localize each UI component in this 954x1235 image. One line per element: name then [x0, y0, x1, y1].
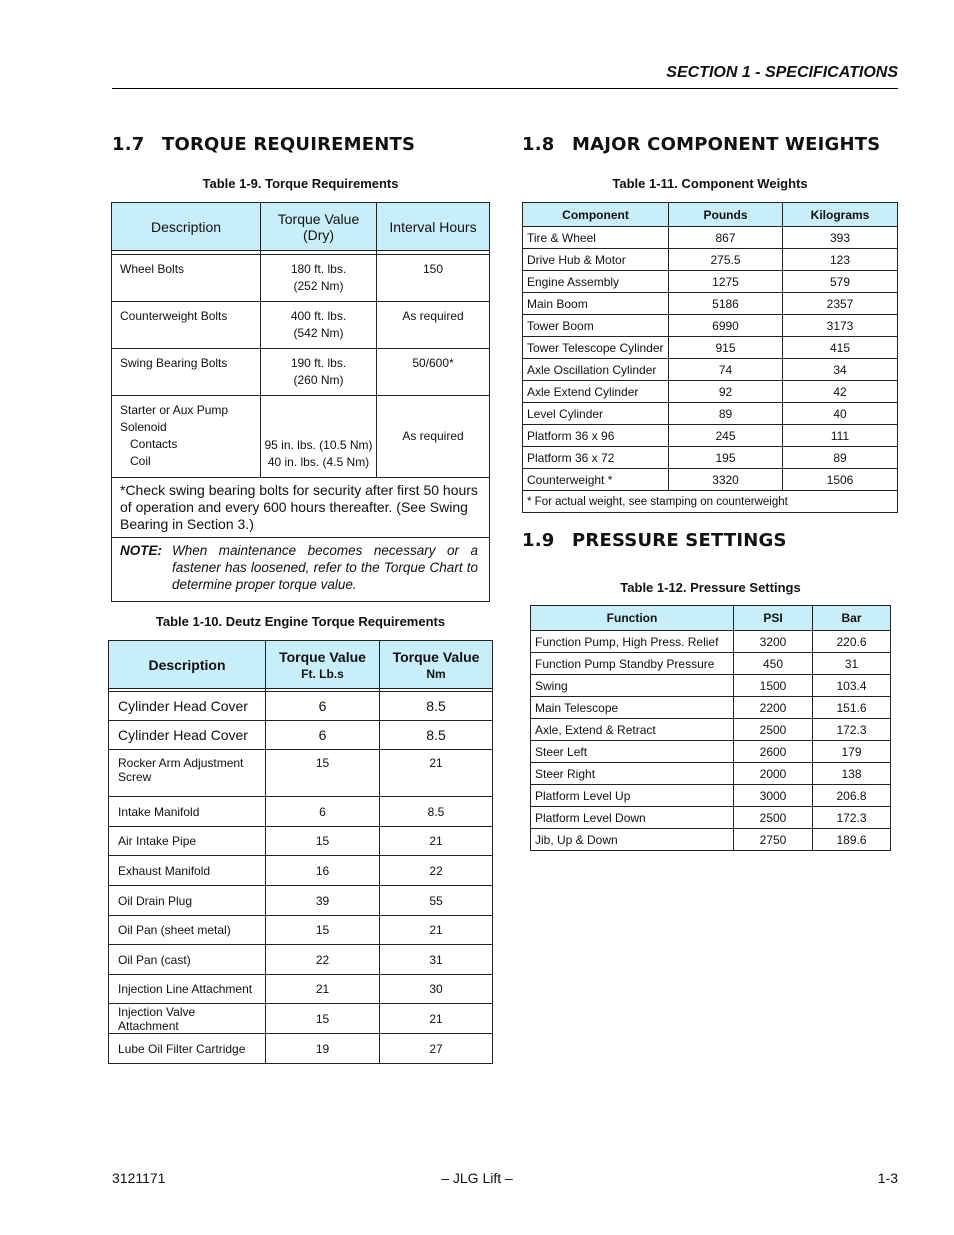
table-cell: 6	[266, 721, 380, 750]
cell-torque: 190 ft. lbs. (260 Nm)	[261, 349, 377, 396]
table-cell: Injection Line Attachment	[109, 975, 266, 1004]
table-cell: Platform Level Up	[531, 785, 734, 807]
table-cell: 103.4	[813, 675, 891, 697]
section-number: 1.8	[522, 134, 555, 155]
table-row	[112, 255, 490, 302]
table-cell: Oil Drain Plug	[109, 886, 266, 916]
table-cell: Cylinder Head Cover	[109, 692, 266, 721]
table-row	[109, 1034, 493, 1064]
table-cell: 74	[669, 359, 783, 381]
table-cell: Injection Valve Attachment	[109, 1004, 266, 1034]
table-cell: 16	[266, 856, 380, 886]
table-cell: 40	[783, 403, 898, 425]
column-header: Torque Value Nm	[380, 641, 493, 689]
table-cell: Steer Left	[531, 741, 734, 763]
table-cell: Tower Boom	[523, 315, 669, 337]
table-cell: 8.5	[380, 692, 493, 721]
table-cell: Platform 36 x 96	[523, 425, 669, 447]
table-row	[109, 1004, 493, 1034]
column-header: Description	[112, 203, 261, 251]
table-row	[112, 396, 490, 478]
table-cell: 92	[669, 381, 783, 403]
table-cell: Main Telescope	[531, 697, 734, 719]
table-row	[523, 447, 898, 469]
table-cell: 1506	[783, 469, 898, 491]
table-cell: Tire & Wheel	[523, 227, 669, 249]
table-1-9-caption: Table 1-9. Torque Requirements	[202, 176, 399, 191]
table-cell: 179	[813, 741, 891, 763]
table-cell: Swing	[531, 675, 734, 697]
column-header: Torque Value (Dry)	[261, 203, 377, 251]
section-number: 1.9	[522, 530, 555, 551]
table-cell: 21	[380, 827, 493, 856]
table-row	[523, 381, 898, 403]
table-cell: Axle, Extend & Retract	[531, 719, 734, 741]
table-cell: 111	[783, 425, 898, 447]
table-cell: 55	[380, 886, 493, 916]
table-cell: Jib, Up & Down	[531, 829, 734, 851]
note-box	[112, 538, 490, 602]
table-row	[109, 750, 493, 797]
table-cell: 138	[813, 763, 891, 785]
table-cell: Exhaust Manifold	[109, 856, 266, 886]
table-cell: Rocker Arm Adjustment Screw	[109, 750, 266, 797]
table-cell: 2357	[783, 293, 898, 315]
table-cell: 15	[266, 827, 380, 856]
cell-torque: 180 ft. lbs. (252 Nm)	[261, 255, 377, 302]
table-row	[112, 302, 490, 349]
table-row	[523, 271, 898, 293]
footer-page-number: 1-3	[877, 1170, 898, 1186]
table-row	[109, 856, 493, 886]
table-cell: 6	[266, 797, 380, 827]
table-cell: Counterweight *	[523, 469, 669, 491]
table-row	[523, 337, 898, 359]
table-cell: 3173	[783, 315, 898, 337]
table-row	[531, 675, 891, 697]
table-cell: Axle Extend Cylinder	[523, 381, 669, 403]
cell-torque: 400 ft. lbs. (542 Nm)	[261, 302, 377, 349]
table-cell: 275.5	[669, 249, 783, 271]
section-header: SECTION 1 - SPECIFICATIONS	[666, 64, 898, 81]
table-row	[112, 349, 490, 396]
table-row	[531, 829, 891, 851]
table-cell: Level Cylinder	[523, 403, 669, 425]
column-header: Component	[523, 203, 669, 227]
table-row	[523, 249, 898, 271]
table-cell: Axle Oscillation Cylinder	[523, 359, 669, 381]
section-title-1-9	[522, 530, 787, 551]
table-cell: 34	[783, 359, 898, 381]
table-cell: 393	[783, 227, 898, 249]
pressure-settings-table	[530, 605, 891, 851]
table-cell: Oil Pan (cast)	[109, 945, 266, 975]
table-cell: 89	[783, 447, 898, 469]
table-cell: Engine Assembly	[523, 271, 669, 293]
table-cell: 3200	[734, 631, 813, 653]
table-cell: 42	[783, 381, 898, 403]
table-cell: 450	[734, 653, 813, 675]
table-cell: Platform 36 x 72	[523, 447, 669, 469]
table-cell: 2500	[734, 719, 813, 741]
table-1-12-caption: Table 1-12. Pressure Settings	[620, 580, 801, 595]
table-cell: 39	[266, 886, 380, 916]
table-cell: 6990	[669, 315, 783, 337]
table-cell: 123	[783, 249, 898, 271]
cell-description: Swing Bearing Bolts	[112, 349, 261, 396]
table-row	[531, 763, 891, 785]
table-cell: 15	[266, 1004, 380, 1034]
table-cell: Drive Hub & Motor	[523, 249, 669, 271]
table-row	[523, 469, 898, 491]
table-row	[523, 315, 898, 337]
table-row	[109, 975, 493, 1004]
section-number: 1.7	[112, 134, 145, 155]
table-cell: 21	[380, 1004, 493, 1034]
table-row	[109, 827, 493, 856]
header-rule	[112, 88, 898, 89]
table-cell: 19	[266, 1034, 380, 1064]
cell-interval: As required	[377, 302, 490, 349]
column-header: PSI	[734, 606, 813, 631]
table-cell: Air Intake Pipe	[109, 827, 266, 856]
column-header: Bar	[813, 606, 891, 631]
table-cell: 30	[380, 975, 493, 1004]
table-row	[109, 945, 493, 975]
table-cell: 206.8	[813, 785, 891, 807]
table-row	[109, 797, 493, 827]
note-label: NOTE:	[120, 543, 162, 558]
component-weights-table	[522, 202, 898, 513]
table-cell: Cylinder Head Cover	[109, 721, 266, 750]
table-row	[523, 359, 898, 381]
table-cell: 2200	[734, 697, 813, 719]
table-cell: 579	[783, 271, 898, 293]
table-cell: 151.6	[813, 697, 891, 719]
table-1-10-caption: Table 1-10. Deutz Engine Torque Requirements	[155, 614, 446, 629]
table-row	[531, 741, 891, 763]
cell-interval: 50/600*	[377, 349, 490, 396]
torque-requirements-table	[111, 202, 490, 602]
column-header: Torque Value Ft. Lb.s	[266, 641, 380, 689]
table-row	[531, 697, 891, 719]
table-cell: 15	[266, 750, 380, 797]
table-row	[109, 721, 493, 750]
table-cell: 31	[380, 945, 493, 975]
table-row	[109, 916, 493, 945]
column-header: Kilograms	[783, 203, 898, 227]
table-cell: 189.6	[813, 829, 891, 851]
footer-doc-number: 3121171	[112, 1170, 166, 1186]
note-text: When maintenance becomes necessary or a fastener has loosened, refer to the Torque Chart to determine proper torque value.	[172, 543, 478, 592]
table-cell: 15	[266, 916, 380, 945]
table-row	[109, 886, 493, 916]
column-header: Description	[109, 641, 266, 689]
table-cell: 27	[380, 1034, 493, 1064]
table-row	[109, 692, 493, 721]
table-cell: 3320	[669, 469, 783, 491]
cell-description: Starter or Aux Pump Solenoid Contacts Coil	[112, 396, 261, 478]
table-cell: Steer Right	[531, 763, 734, 785]
table-cell: 6	[266, 692, 380, 721]
section-title-1-7	[112, 134, 415, 155]
table-cell: 195	[669, 447, 783, 469]
table-cell: 8.5	[380, 721, 493, 750]
table-footnote: * For actual weight, see stamping on counterweight	[523, 491, 898, 513]
table-cell: 415	[783, 337, 898, 359]
cell-interval: As required	[377, 396, 490, 478]
column-header: Pounds	[669, 203, 783, 227]
table-row	[531, 631, 891, 653]
deutz-engine-torque-table	[108, 640, 493, 1064]
table-cell: 2500	[734, 807, 813, 829]
footer-center: – JLG Lift –	[441, 1170, 513, 1186]
column-header: Interval Hours	[377, 203, 490, 251]
table-row	[523, 227, 898, 249]
table-cell: 2600	[734, 741, 813, 763]
table-cell: 245	[669, 425, 783, 447]
section-title-text: TORQUE REQUIREMENTS	[162, 134, 416, 155]
table-cell: 3000	[734, 785, 813, 807]
table-cell: Platform Level Down	[531, 807, 734, 829]
section-title-text: PRESSURE SETTINGS	[572, 530, 787, 551]
cell-description: Counterweight Bolts	[112, 302, 261, 349]
table-cell: 5186	[669, 293, 783, 315]
table-cell: 172.3	[813, 807, 891, 829]
cell-torque: 95 in. lbs. (10.5 Nm) 40 in. lbs. (4.5 Nm)	[261, 396, 377, 478]
table-cell: Oil Pan (sheet metal)	[109, 916, 266, 945]
table-cell: Function Pump Standby Pressure	[531, 653, 734, 675]
column-header: Function	[531, 606, 734, 631]
table-cell: 915	[669, 337, 783, 359]
table-cell: Tower Telescope Cylinder	[523, 337, 669, 359]
table-cell: 31	[813, 653, 891, 675]
table-cell: 89	[669, 403, 783, 425]
table-cell: Function Pump, High Press. Relief	[531, 631, 734, 653]
table-row	[531, 719, 891, 741]
cell-description: Wheel Bolts	[112, 255, 261, 302]
table-cell: 21	[266, 975, 380, 1004]
section-title-text: MAJOR COMPONENT WEIGHTS	[572, 134, 881, 155]
table-cell: 1500	[734, 675, 813, 697]
table-cell: 172.3	[813, 719, 891, 741]
table-row	[531, 807, 891, 829]
table-cell: 22	[380, 856, 493, 886]
table-row	[531, 653, 891, 675]
table-1-11-caption: Table 1-11. Component Weights	[612, 176, 808, 191]
table-row	[523, 293, 898, 315]
table-cell: 867	[669, 227, 783, 249]
table-cell: 22	[266, 945, 380, 975]
table-footnote: *Check swing bearing bolts for security after first 50 hours of operation and every 600 hours thereafter. (See Swing Bearing in Section 3.)	[112, 478, 490, 538]
table-cell: 2750	[734, 829, 813, 851]
table-row	[523, 425, 898, 447]
table-cell: 21	[380, 916, 493, 945]
table-cell: 1275	[669, 271, 783, 293]
table-cell: Intake Manifold	[109, 797, 266, 827]
table-cell: 220.6	[813, 631, 891, 653]
table-cell: 21	[380, 750, 493, 797]
table-cell: Lube Oil Filter Cartridge	[109, 1034, 266, 1064]
table-cell: 2000	[734, 763, 813, 785]
table-cell: 8.5	[380, 797, 493, 827]
cell-interval: 150	[377, 255, 490, 302]
table-row	[531, 785, 891, 807]
table-row	[523, 403, 898, 425]
table-cell: Main Boom	[523, 293, 669, 315]
section-title-1-8	[522, 134, 880, 155]
